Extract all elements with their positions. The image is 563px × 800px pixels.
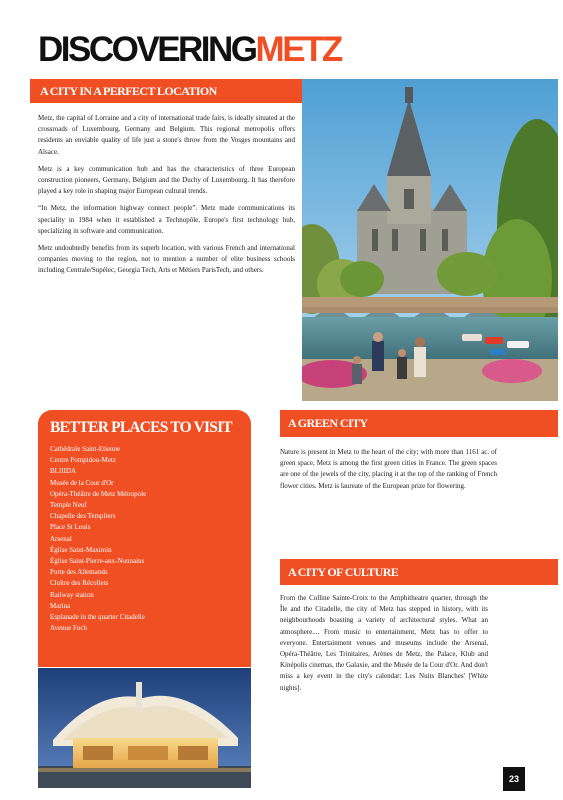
page-title-part1: DISCOVERING [38, 30, 256, 69]
place-item: Chapelle des Templiers [50, 512, 116, 521]
location-paragraph: “In Metz, the information highway connect people”. Metz made communications its speciality in 1984 when it established a Technopôle, Europe's first technology hub, specializing in software and communication. [38, 204, 295, 235]
green-city-heading: A GREEN CITY [280, 410, 558, 437]
place-item: Église Saint-Maximin [50, 545, 112, 554]
place-item: Marina [50, 601, 71, 610]
place-item: Esplanade in the quarter Citadelle [50, 613, 145, 622]
place-item: Porte des Allemands [50, 568, 108, 577]
temple-neuf-photo [302, 79, 558, 401]
places-box [38, 410, 251, 667]
place-item: Arsenal [50, 534, 72, 543]
culture-text [280, 593, 488, 700]
place-item: Centre Pompidou-Metz [50, 456, 116, 465]
location-text [38, 113, 295, 283]
place-item: Temple Neuf [50, 501, 87, 510]
place-item: Musée de la Cour d'Or [50, 478, 114, 487]
culture-paragraph: From the Colline Sainte-Croix to the Amphitheatre quarter, through the Île and the Citadelle, the city of Metz has stepped in history, with its neighbourhoods boasting a variety of architectural styles. What an atmosphere.... From music to entertainment, Metz has to offer to everyone. Entertainment venues and museums include the Arsenal, Opéra-Théâtre, Les Trinitaires, Arènes de Metz, the Palace, Klub and Kinépolis cinemas, the Galaxie, and the Musée de la Cour d'Or. And don't miss a key event in the city's calendar: Les Nuits Blanches' [White nights]. [280, 594, 488, 692]
green-city-paragraph: Nature is present in Metz to the heart of the city; with more than 1161 ac. of green space, Metz is among the first green cities in France. The green spaces are one of the jewels of the city, placing it at the top of the ranking of French flower cities. Metz is laureate of the European prize for flowering. [280, 448, 497, 490]
location-heading: A CITY IN A PERFECT LOCATION [30, 79, 302, 103]
place-item: Place St Louis [50, 523, 91, 532]
centre-pompidou-metz-photo [38, 668, 251, 788]
location-paragraph: Metz is a key communication hub and has the characteristics of three European construction pioneers, Germany, Belgium and the Duchy of Luxembourg. It has therefore played a key role in shaping major European cultural trends. [38, 164, 295, 196]
page-number: 23 [503, 767, 525, 791]
location-paragraph: Metz, the capital of Lorraine and a city of international trade fairs, is ideally situated at the crossroads of Luxembourg, Germany and Belgium. This regional metropolis offers residents an enviable quality of life just a stone's throw from the Vosges mountains and Alsace. [38, 114, 295, 156]
location-paragraph: Metz undoubtedly benefits from its superb location, with various French and international companies moving to the region, not to mention a number of elite business schools including Centrale/Supélec, Georgia Tech, Arts et Métiers ParisTech, and others. [38, 244, 295, 275]
green-city-text [280, 447, 497, 498]
place-item: BLIIIDA [50, 467, 77, 476]
place-item: Avenue Foch [50, 624, 87, 633]
place-item: Église Saint-Pierre-aux-Nonnains [50, 557, 145, 566]
place-item: Cloître des Récollets [50, 579, 109, 588]
place-item: Opéra-Théâtre de Metz Métropole [50, 489, 147, 498]
place-item: Railway station [50, 590, 94, 599]
places-list [50, 444, 239, 634]
page-title-part2: METZ [255, 30, 341, 69]
place-item: Cathédrale Saint-Etienne [50, 445, 121, 453]
culture-heading: A CITY OF CULTURE [280, 559, 558, 585]
page-title [38, 30, 341, 70]
places-heading: BETTER PLACES TO VISIT [50, 419, 232, 436]
